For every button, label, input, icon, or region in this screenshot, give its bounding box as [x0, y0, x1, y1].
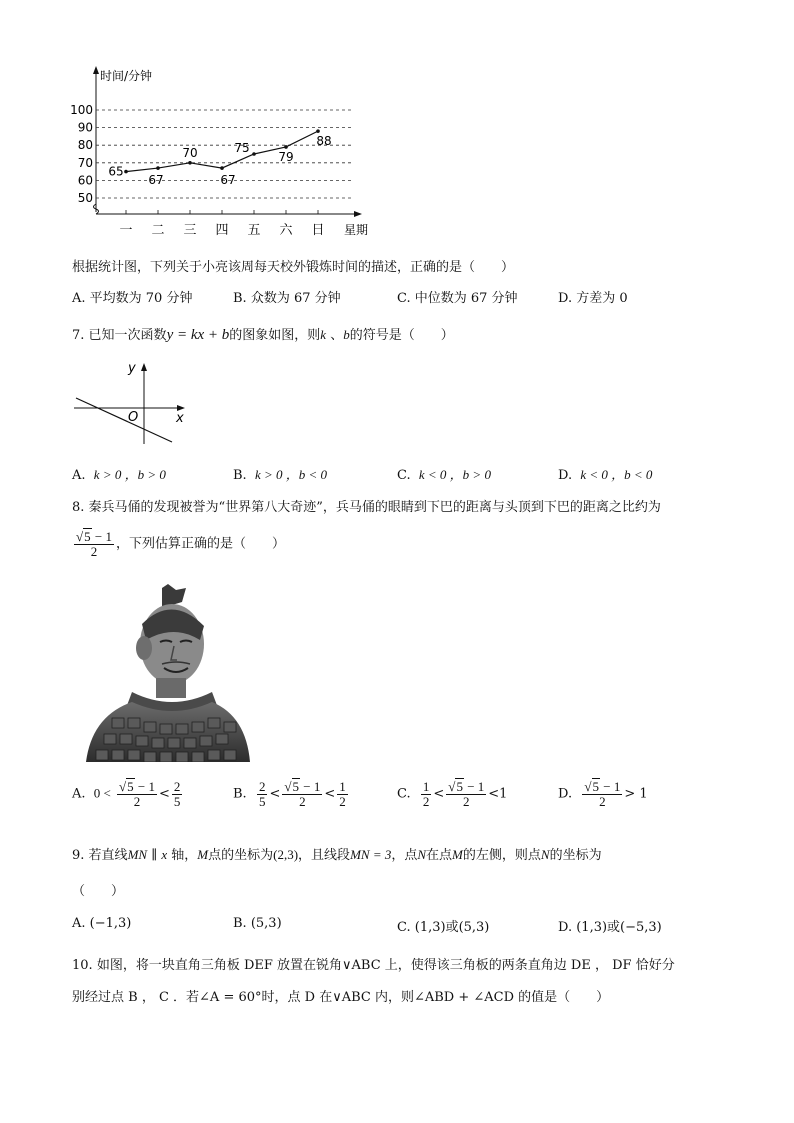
q8-option-d[interactable] [558, 780, 648, 808]
data-label-4: 75 [234, 141, 250, 155]
x-axis-label: 星期 [344, 223, 369, 237]
q7-stem-mid: 的图象如图，则 [229, 328, 321, 343]
data-label-1: 67 [148, 173, 164, 188]
q6-option-a[interactable]: A. 平均数为 70 分钟 [72, 291, 193, 306]
q9-option-c[interactable]: C. (1,3)或(5,3) [397, 920, 490, 935]
q9-option-d[interactable]: D. (1,3)或(−5,3) [558, 920, 662, 935]
data-point-6 [316, 129, 320, 133]
x-tick-label-1: 二 [151, 223, 165, 238]
q7-option-d[interactable] [558, 464, 652, 483]
q7-option-a[interactable] [72, 464, 166, 483]
data-label-6: 88 [316, 134, 332, 149]
q7-x-label: x [176, 411, 184, 426]
q9-option-a[interactable]: A. (−1,3) [72, 916, 132, 931]
x-tick-label-2: 三 [183, 223, 197, 238]
terracotta-warrior-image [82, 584, 250, 762]
q7-stem [72, 324, 454, 344]
data-point-4 [252, 152, 256, 156]
q8-golden-ratio-fraction: $\frac{√5 - 1}{2}$ [76, 529, 112, 559]
y-tick-label-50: 50 [77, 191, 93, 205]
y-tick-label-80: 80 [77, 138, 93, 153]
q7-sep: 、 [330, 328, 344, 343]
q9-n2: N [540, 847, 550, 862]
x-tick-label-4: 五 [247, 223, 261, 238]
q7-stem-pre: 已知一次函数 [88, 328, 167, 343]
data-label-0: 65 [108, 164, 124, 179]
data-point-5 [284, 145, 288, 149]
q8-option-b-golden-fraction: $\frac{√5 - 1}{2}$ [284, 779, 321, 809]
q8-option-a-post: < [159, 786, 170, 802]
q9-option-b[interactable]: B. (5,3) [233, 916, 282, 931]
q8-option-c-golden-fraction: $\frac{√5 - 1}{2}$ [448, 779, 485, 809]
q9-stem-f: 在点 [426, 848, 453, 863]
q7-option-a-letter: A. [72, 468, 86, 483]
q8-option-d-golden-fraction: $\frac{√5 - 1}{2}$ [584, 779, 621, 809]
q6-option-c[interactable]: C. 中位数为 67 分钟 [397, 291, 518, 306]
q8-stem-line2 [72, 530, 285, 558]
q9-stem-h: 的坐标为 [549, 848, 602, 863]
q8-number: 8. [72, 500, 85, 515]
q8-option-a-golden-fraction: $\frac{√5 - 1}{2}$ [119, 779, 156, 809]
q7-y-axis-arrow [141, 363, 147, 371]
x-tick-label-6: 日 [311, 223, 325, 238]
q9-number: 9. [72, 848, 85, 863]
q6-option-d[interactable]: D. 方差为 0 [558, 291, 628, 306]
data-label-5: 79 [278, 149, 294, 164]
q8-option-b-fraction2: $\frac{1}{2}$ [339, 779, 346, 809]
q7-k: k [320, 327, 327, 342]
q9-stem-a: 若直线 [88, 848, 128, 863]
q7-option-b[interactable] [233, 464, 327, 483]
weekly-exercise-line-chart [60, 62, 390, 242]
q8-option-a[interactable] [72, 780, 184, 808]
q9-m2: M [452, 847, 463, 862]
q8-option-c-post: <1 [488, 786, 508, 802]
q9-x: x [161, 847, 168, 862]
x-tick-label-5: 六 [279, 223, 293, 238]
x-tick-label-0: 一 [119, 223, 133, 238]
q7-number: 7. [72, 328, 85, 343]
q7-function-line [76, 398, 172, 442]
q8-option-b-post: < [324, 786, 336, 802]
q8-option-d-letter: D. [558, 786, 573, 802]
q7-option-d-text: k < 0 ，b < 0 [580, 467, 653, 482]
q9-mn: MN [127, 847, 148, 862]
y-tick-label-70: 70 [77, 155, 93, 170]
q9-m-coordinate: (2,3) [273, 847, 299, 862]
q8-stem-line1 [72, 496, 661, 515]
q8-option-b[interactable] [233, 780, 350, 808]
q9-answer-paren: （ ） [72, 884, 125, 899]
y-tick-label-90: 90 [77, 120, 93, 135]
y-axis-arrow [93, 66, 99, 74]
q8-option-d-post: > 1 [624, 786, 648, 802]
q9-stem-g: 的左侧，则点 [462, 848, 541, 863]
q8-option-b-mid: < [269, 786, 281, 802]
q7-option-c-text: k < 0 ，b > 0 [418, 467, 491, 482]
y-tick-label-100: 100 [70, 103, 93, 117]
q8-option-a-letter: A. [72, 786, 86, 802]
q10-stem-line2: 别经过点 B ， C ．若∠A = 60°时，点 D 在∨ABC 内，则∠ABD + ∠ACD 的值是（ ） [72, 990, 610, 1005]
q7-option-c-letter: C. [397, 468, 411, 483]
q8-option-a-pre: 0 < [93, 785, 111, 801]
q9-stem-b: 轴， [167, 848, 198, 863]
q7-option-b-text: k > 0 ，b < 0 [254, 467, 328, 482]
q10-number: 10. [72, 958, 93, 973]
x-axis-arrow [354, 211, 362, 217]
q9-m: M [197, 847, 209, 862]
data-point-0 [124, 170, 128, 174]
q8-stem-text2: ，下列估算正确的是（ ） [115, 536, 285, 552]
q7-option-d-letter: D. [558, 468, 573, 483]
data-label-3: 67 [220, 173, 236, 188]
q6-option-b[interactable]: B. 众数为 67 分钟 [233, 291, 341, 306]
q10-stem-line1 [72, 954, 675, 973]
q9-n: N [417, 847, 427, 862]
q6-stem: 根据统计图，下列关于小亮该周每天校外锻炼时间的描述，正确的是（ ） [72, 260, 515, 275]
q9-stem [72, 844, 602, 863]
y-axis-label: 时间/分钟 [100, 69, 153, 83]
q7-y-label: y [128, 361, 136, 376]
data-point-2 [188, 161, 192, 165]
data-label-2: 70 [182, 145, 198, 160]
q9-stem-e: ，点 [391, 848, 418, 863]
q9-segment: MN = 3 [350, 847, 392, 862]
q8-option-c-letter: C. [397, 786, 411, 802]
q9-parallel: ∥ [147, 848, 162, 863]
q8-option-c[interactable] [397, 780, 507, 808]
data-point-1 [156, 166, 160, 170]
q8-option-c-mid: < [433, 786, 445, 802]
q10-line1: 如图，将一块直角三角板 DEF 放置在锐角∨ABC 上，使得该三角板的两条直角边 DE ， DF 恰好分 [96, 958, 675, 973]
data-point-3 [220, 166, 224, 170]
q7-formula: y = kx + b [166, 327, 230, 343]
q7-b: b [343, 327, 350, 342]
q7-origin-label: O [128, 410, 139, 425]
q7-option-a-text: k > 0 ，b > 0 [93, 467, 166, 482]
q8-option-b-letter: B. [233, 786, 247, 802]
q7-linear-function-graph [70, 358, 195, 448]
q8-stem-text1: 秦兵马俑的发现被誉为“世界第八大奇迹”，兵马俑的眼睛到下巴的距离与头顶到下巴的距离之比约为 [88, 500, 661, 515]
q8-option-a-fraction2: $\frac{2}{5}$ [173, 779, 181, 809]
q8-option-b-fraction1: $\frac{2}{5}$ [258, 779, 266, 809]
x-tick-label-3: 四 [215, 223, 229, 238]
q9-stem-d: ，且线段 [298, 848, 351, 863]
q7-stem-post: 的符号是（ ） [349, 328, 454, 343]
q7-option-c[interactable] [397, 464, 491, 483]
q7-option-b-letter: B. [233, 468, 247, 483]
q9-stem-c: 点的坐标为 [208, 848, 274, 863]
y-tick-label-60: 60 [77, 173, 93, 188]
q8-option-c-fraction1: $\frac{1}{2}$ [422, 779, 430, 809]
